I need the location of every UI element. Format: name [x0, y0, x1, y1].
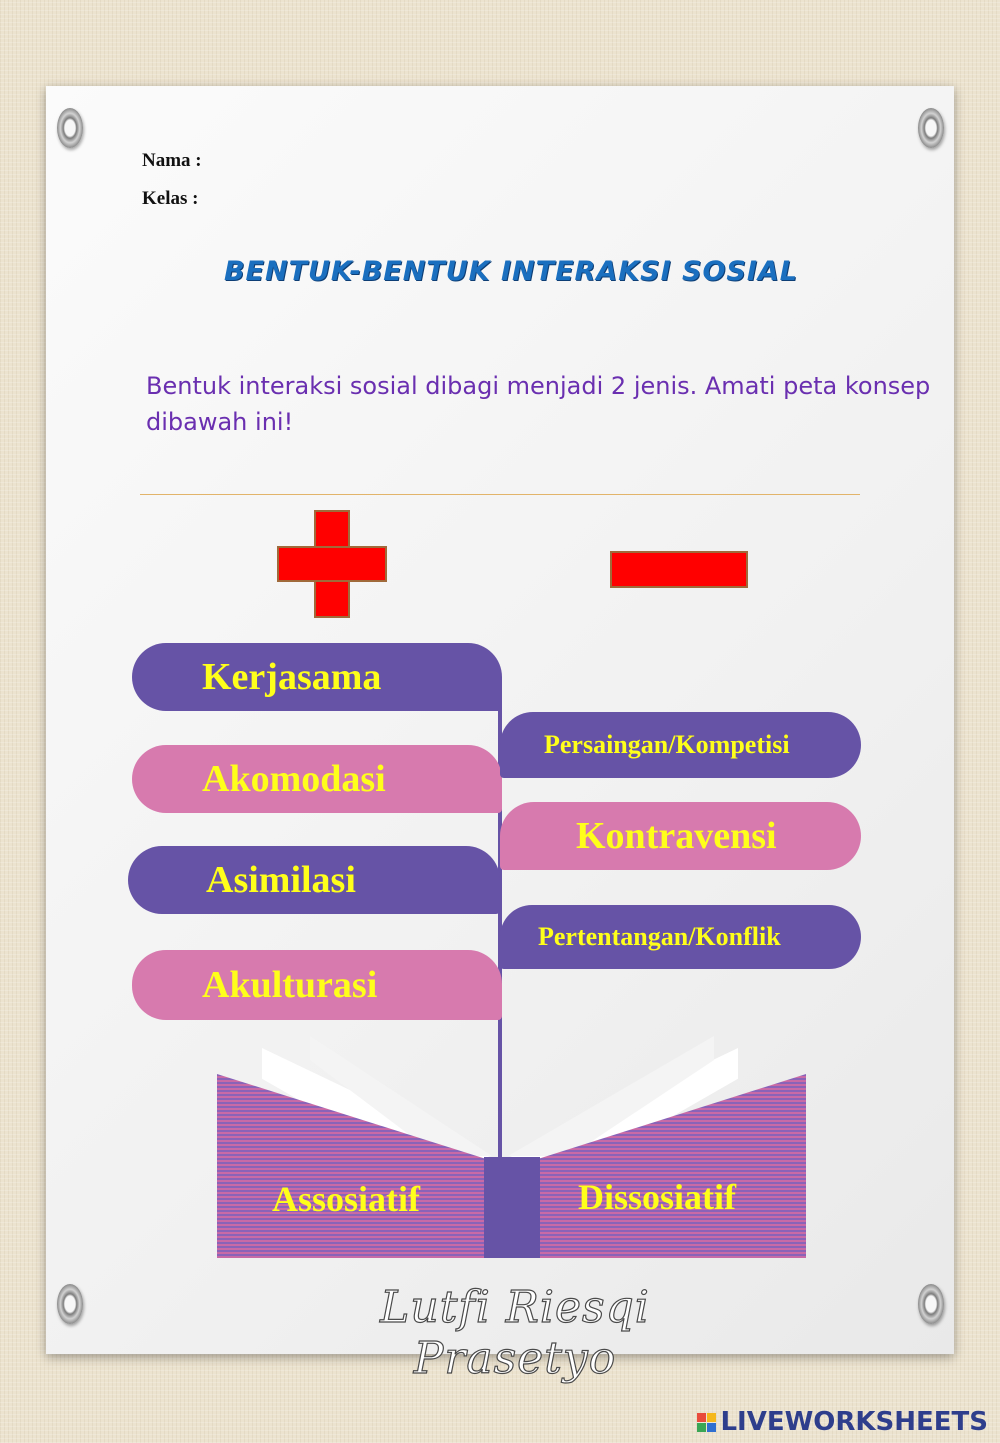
associative-item-label: Kerjasama: [202, 656, 382, 698]
associative-item-label: Akomodasi: [202, 758, 386, 800]
grommet-icon: [57, 1284, 83, 1324]
grommet-icon: [57, 108, 83, 148]
grommet-icon: [918, 108, 944, 148]
associative-item: [132, 950, 502, 1020]
dissociative-item: [500, 905, 861, 969]
class-label: Kelas :: [142, 188, 199, 209]
associative-item: [132, 745, 502, 813]
brand-logo-icon: [697, 1413, 716, 1432]
minus-icon: [610, 551, 748, 588]
associative-item-label: Akulturasi: [202, 964, 378, 1006]
dissociative-item-label: Persaingan/Kompetisi: [544, 730, 790, 759]
liveworksheets-brand[interactable]: [697, 1407, 988, 1437]
author-signature: Lutfi Riesqi Prasetyo: [380, 1282, 650, 1384]
dissociative-item: [500, 802, 861, 870]
grommet-icon: [918, 1284, 944, 1324]
dissociative-item-label: Kontravensi: [576, 815, 777, 857]
name-label: Nama :: [142, 150, 202, 171]
dissociative-item: [500, 712, 861, 778]
dissociative-item-label: Pertentangan/Konflik: [538, 922, 781, 951]
dissociative-label: Dissosiatif: [578, 1177, 737, 1217]
divider: [140, 494, 860, 495]
page-title: BENTUK-BENTUK INTERAKSI SOSIAL: [223, 256, 799, 287]
associative-label: Assosiatif: [272, 1179, 421, 1219]
associative-item: [132, 643, 502, 711]
associative-item: [128, 846, 500, 914]
instruction-text: Bentuk interaksi sosial dibagi menjadi 2 jenis. Amati peta konsep dibawah ini!: [146, 372, 931, 436]
brand-text: LIVEWORKSHEETS: [720, 1407, 988, 1437]
associative-item-label: Asimilasi: [206, 859, 356, 901]
